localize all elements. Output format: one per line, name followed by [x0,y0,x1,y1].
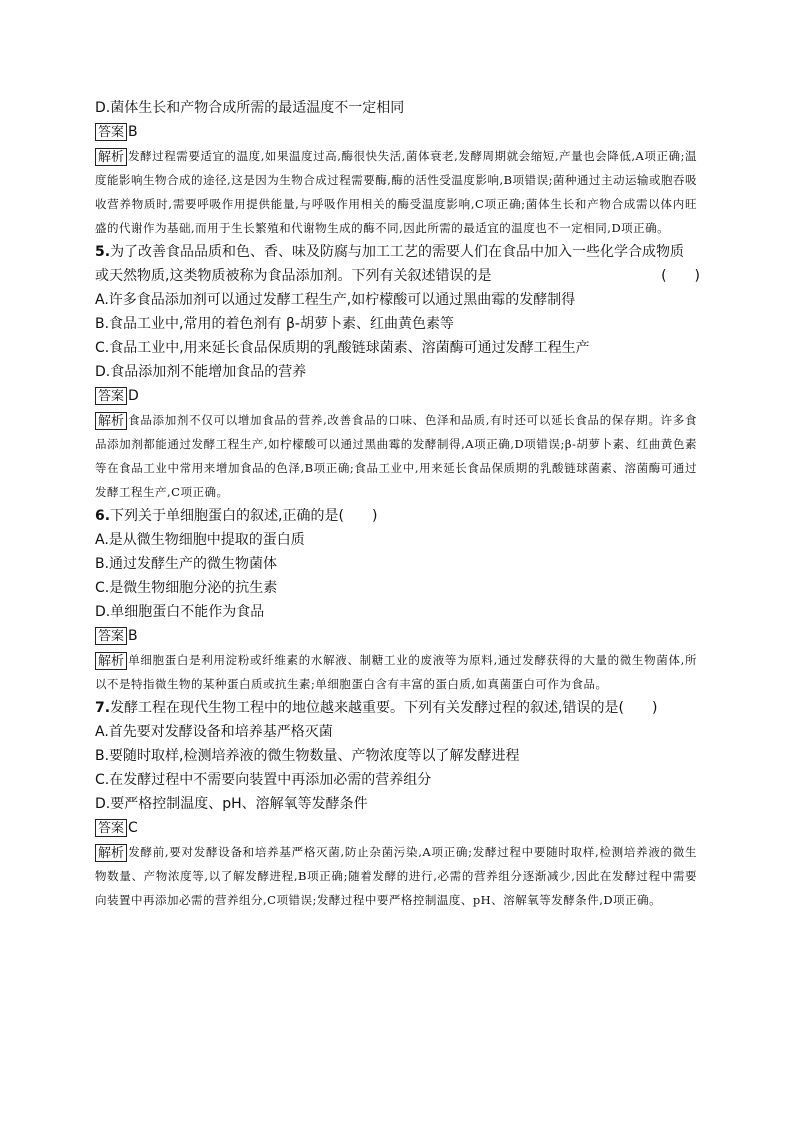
q7-stem-text: 发酵工程在现代生物工程中的地位越来越重要。下列有关发酵过程的叙述,错误的是( ) [110,700,658,716]
q6-stem-text: 下列关于单细胞蛋白的叙述,正确的是( ) [110,508,378,524]
q7-number: 7. [95,700,111,716]
q5-option-b: B.食品工业中,常用的着色剂有 β-胡萝卜素、红曲黄色素等 [95,316,454,332]
q6-answer-row [95,624,700,648]
analysis-tag: 解析 [95,412,127,430]
q5-number: 5. [95,244,111,260]
q5-stem-text-2: 或天然物质,这类物质被称为食品添加剂。下列有关叙述错误的是 [95,268,492,284]
q5-analysis-text: 食品添加剂不仅可以增加食品的营养,改善食品的口味、色泽和品质,有时还可以延长食品的保存期。许多食品添加剂都能通过发酵工程生产,如柠檬酸可以通过黑曲霉的发酵制得,A项正确,D项错误;β-胡萝卜素、红曲黄色素等在食品工业中常用来增加食品的色泽,B项正确;食品工业中,用来延长食品保质期的乳酸链球菌素、溶菌酶可通过发酵工程生产,C项正确。 [95,413,697,499]
q7-option-a: A.首先要对发酵设备和培养基严格灭菌 [95,724,333,740]
q5-answer: D [128,388,139,404]
q7-option-d: D.要严格控制温度、pH、溶解氧等发酵条件 [95,796,368,812]
question-7 [95,696,700,912]
answer-tag: 答案 [95,123,127,141]
question-4-tail [95,96,700,240]
q5-answer-row [95,384,700,408]
q6-option-a: A.是从微生物细胞中提取的蛋白质 [95,532,305,548]
answer-tag: 答案 [95,387,127,405]
q6-option-c: C.是微生物细胞分泌的抗生素 [95,580,278,596]
q4-answer-row [95,120,700,144]
document-page [95,96,700,912]
q7-answer-row [95,816,700,840]
q7-analysis-text: 发酵前,要对发酵设备和培养基严格灭菌,防止杂菌污染,A项正确;发酵过程中要随时取样,检测培养液的微生物数量、产物浓度等,以了解发酵进程,B项正确;随着发酵的进行,必需的营养组分逐渐减少,因此在发酵过程中需要向装置中再添加必需的营养组分,C项错误;发酵过程中要严格控制温度、pH、溶解氧等发酵条件,D项正确。 [95,845,697,907]
q6-number: 6. [95,508,111,524]
q6-stem [95,504,700,528]
q4-analysis [95,144,697,240]
q4-analysis-text: 发酵过程需要适宜的温度,如果温度过高,酶很快失活,菌体衰老,发酵周期就会缩短,产量也会降低,A项正确;温度能影响生物合成的途径,这是因为生物合成过程需要酶,酶的活性受温度影响,B项错误;菌种通过主动运输或胞吞吸收营养物质时,需要呼吸作用提供能量,与呼吸作用相关的酶受温度影响,C项正确;菌体生长和产物合成需以体内旺盛的代谢作为基础,而用于生长繁殖和代谢物生成的酶不同,因此所需的最适宜的温度也不一定相同,D项正确。 [95,149,697,235]
q7-analysis [95,840,697,912]
analysis-tag: 解析 [95,844,127,862]
q5-option-a: A.许多食品添加剂可以通过发酵工程生产,如柠檬酸可以通过黑曲霉的发酵制得 [95,292,576,308]
q5-option-d: D.食品添加剂不能增加食品的营养 [95,364,307,380]
q6-analysis-text: 单细胞蛋白是利用淀粉或纤维素的水解液、制糖工业的废液等为原料,通过发酵获得的大量的微生物菌体,所以不是特指微生物的某种蛋白质或抗生素;单细胞蛋白含有丰富的蛋白质,如真菌蛋白可作为食品。 [95,653,697,691]
q7-stem [95,696,700,720]
question-5 [95,240,700,504]
q5-analysis [95,408,697,504]
answer-tag: 答案 [95,627,127,645]
q4-option-d: D.菌体生长和产物合成所需的最适温度不一定相同 [95,100,405,116]
q7-option-c: C.在发酵过程中不需要向装置中再添加必需的营养组分 [95,772,432,788]
q7-answer: C [128,820,138,836]
q6-option-b: B.通过发酵生产的微生物菌体 [95,556,278,572]
analysis-tag: 解析 [95,148,127,166]
q5-answer-paren: ( ) [661,268,700,284]
q4-answer: B [128,124,138,140]
q6-answer: B [128,628,138,644]
q6-analysis [95,648,697,696]
q5-stem-line1 [95,240,700,264]
q5-option-c: C.食品工业中,用来延长食品保质期的乳酸链球菌素、溶菌酶可通过发酵工程生产 [95,340,590,356]
q5-stem-line2 [95,264,700,288]
answer-tag: 答案 [95,819,127,837]
q5-stem-text-1: 为了改善食品品质和色、香、味及防腐与加工工艺的需要人们在食品中加入一些化学合成物质 [110,244,685,260]
q6-option-d: D.单细胞蛋白不能作为食品 [95,604,265,620]
analysis-tag: 解析 [95,652,127,670]
question-6 [95,504,700,696]
q7-option-b: B.要随时取样,检测培养液的微生物数量、产物浓度等以了解发酵进程 [95,748,520,764]
